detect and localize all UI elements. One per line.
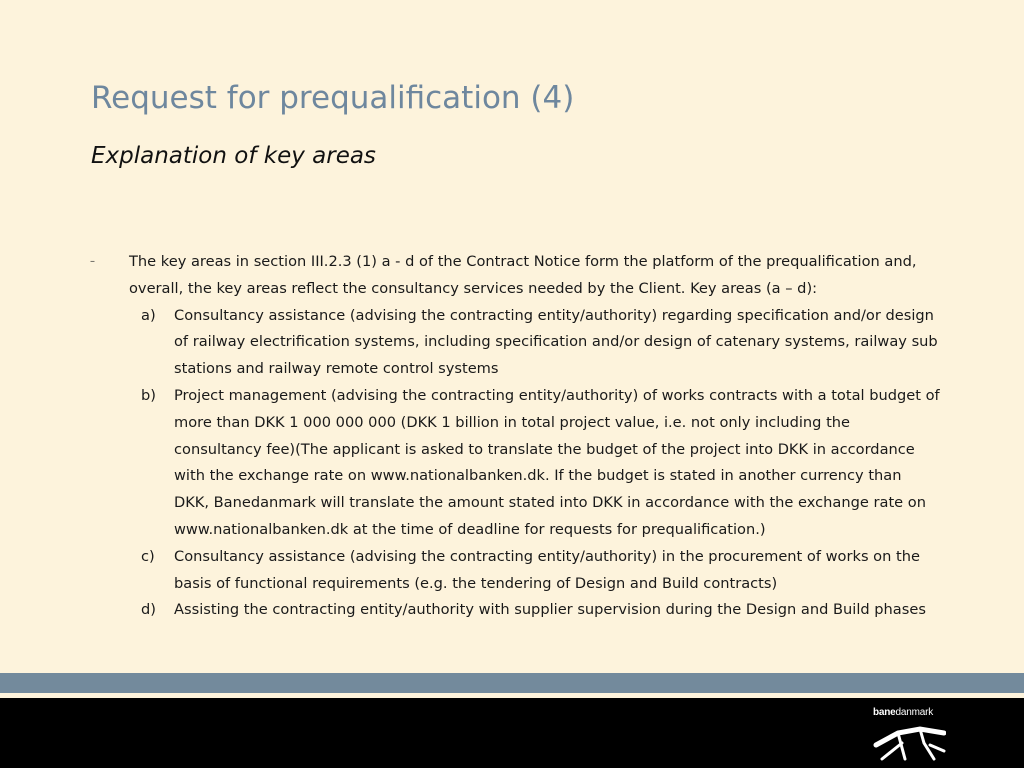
list-marker: c) [141, 547, 155, 565]
key-area-item [129, 303, 940, 383]
slide-subtitle: Explanation of key areas [91, 143, 376, 169]
key-area-item [129, 544, 940, 598]
rail-tracks-logo-icon [872, 721, 946, 761]
key-area-text: Consultancy assistance (advising the contracting entity/authority) regarding specification and/or design of railway electrification systems, including specification and/or design of catenary systems, railway sub stations and railway remote control systems [174, 306, 938, 378]
logo-wordmark-bold: bane [873, 707, 896, 718]
key-area-text: Project management (advising the contracting entity/authority) of works contracts with a total budget of more than DKK 1 000 000 000 (DKK 1 billion in total project value, i.e. not only including the consultancy fee)(The applicant is asked to translate the budget of the project into DKK in accordance with the exchange rate on www.nationalbanken.dk. If the budget is stated in another currency than DKK, Banedanmark will translate the amount stated into DKK in accordance with the exchange rate on www.nationalbanken.dk at the time of deadline for requests for prequalification.) [174, 386, 940, 538]
key-area-item [129, 597, 940, 624]
divider-bar [0, 673, 1024, 693]
list-marker: a) [141, 306, 156, 324]
list-marker: b) [141, 386, 156, 404]
slide-body [90, 249, 940, 624]
key-area-text: Assisting the contracting entity/authority with supplier supervision during the Design and Build phases [174, 601, 926, 619]
key-area-item [129, 383, 940, 544]
logo-wordmark [873, 707, 933, 718]
slide-title: Request for prequalification (4) [91, 80, 575, 116]
list-marker: d) [141, 601, 156, 619]
key-area-text: Consultancy assistance (advising the contracting entity/authority) in the procurement of works on the basis of functional requirements (e.g. the tendering of Design and Build contracts) [174, 547, 920, 592]
dash-bullet-icon: – [90, 256, 95, 267]
key-areas-list [129, 303, 940, 625]
logo-wordmark-regular: danmark [895, 707, 934, 718]
bullet-item [90, 249, 940, 624]
intro-text: The key areas in section III.2.3 (1) a - d of the Contract Notice form the platform of the prequalification and, overall, the key areas reflect the consultancy services needed by the Client. Key areas (a – d): [129, 253, 917, 297]
banedanmark-logo [870, 707, 950, 763]
